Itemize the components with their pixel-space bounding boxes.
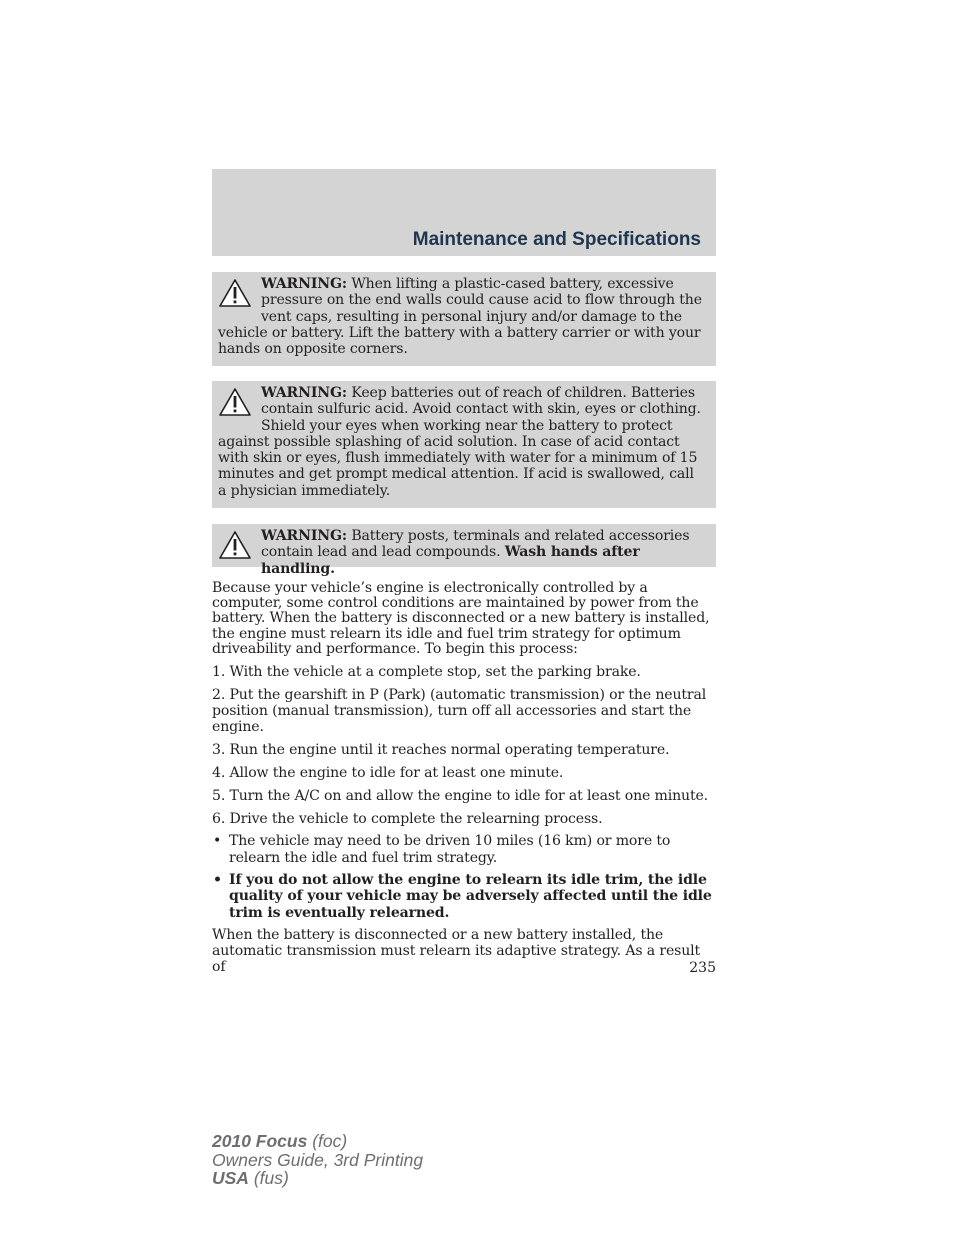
page-number: 235	[689, 960, 716, 976]
intro-paragraph: Because your vehicle’s engine is electronically controlled by a computer, some control conditions are maintained by power from the battery. When the battery is disconnected or a new battery is installed, the engine must relearn its idle and fuel trim strategy for optimum driveability and performance. To begin this process:	[212, 580, 710, 657]
warning-box-children	[212, 381, 716, 508]
step-5: 5. Turn the A/C on and allow the engine to idle for at least one minute.	[212, 787, 708, 804]
bullet-text: The vehicle may need to be driven 10 miles (16 km) or more to relearn the idle and fuel trim strategy.	[229, 833, 671, 866]
warning-label: WARNING:	[261, 276, 347, 292]
document-footer	[212, 1132, 423, 1188]
bullet-text: If you do not allow the engine to relearn its idle trim, the idle quality of your vehicle may be adversely affected until the idle trim is eventually relearned.	[229, 871, 712, 921]
bullet-symbol: •	[213, 833, 222, 850]
bullet-item-bold	[212, 872, 717, 921]
body-text	[212, 581, 717, 982]
warning-label: WARNING:	[261, 528, 347, 544]
bullet-item	[212, 833, 717, 866]
warning-triangle-icon	[218, 530, 252, 560]
closing-paragraph: When the battery is disconnected or a new battery installed, the automatic transmission must relearn its adaptive strategy. As a result of	[212, 926, 701, 976]
step-4: 4. Allow the engine to idle for at least one minute.	[212, 765, 564, 781]
footer-model-code: (foc)	[307, 1131, 348, 1151]
step-6: 6. Drive the vehicle to complete the relearning process.	[212, 810, 603, 827]
step-2: 2. Put the gearshift in P (Park) (automatic transmission) or the neutral position (manual transmission), turn off all accessories and start the engine.	[212, 686, 707, 736]
footer-market: USA	[212, 1168, 249, 1188]
step-1: 1. With the vehicle at a complete stop, set the parking brake.	[212, 664, 641, 681]
warning-triangle-icon	[218, 387, 252, 417]
footer-line-3	[212, 1169, 423, 1188]
warning-text: Keep batteries out of reach of children. Batteries contain sulfuric acid. Avoid contact with skin, eyes or clothing. Shield your eyes when working near the battery to protect against possible splashing of acid solution. In case of acid contact with skin or eyes, flush immediately with water for a minimum of 15 minutes and get prompt medical attention. If acid is swallowed, call a physician immediately.	[218, 385, 701, 499]
footer-line-1	[212, 1132, 423, 1151]
warning-emphasis: Wash hands after handling.	[261, 544, 640, 577]
footer-market-code: (fus)	[248, 1168, 289, 1188]
warning-text: Battery posts, terminals and related accessories contain lead and lead compounds.	[261, 528, 690, 561]
footer-line-2: Owners Guide, 3rd Printing	[212, 1149, 424, 1170]
footer-model: 2010 Focus	[212, 1131, 308, 1151]
warning-box-lead	[212, 524, 716, 577]
section-header-band	[212, 169, 716, 256]
bullet-symbol: •	[213, 871, 222, 888]
warning-text: When lifting a plastic-cased battery, excessive pressure on the end walls could cause acid to flow through the vent caps, resulting in personal injury and/or damage to the vehicle or battery. Lift the battery with a battery carrier or with your hands on opposite corners.	[218, 276, 702, 358]
step-3: 3. Run the engine until it reaches normal operating temperature.	[212, 742, 670, 759]
warning-triangle-icon	[218, 278, 252, 308]
warning-box-lifting	[212, 272, 716, 366]
section-title: Maintenance and Specifications	[412, 229, 701, 250]
warning-label: WARNING:	[261, 385, 347, 401]
